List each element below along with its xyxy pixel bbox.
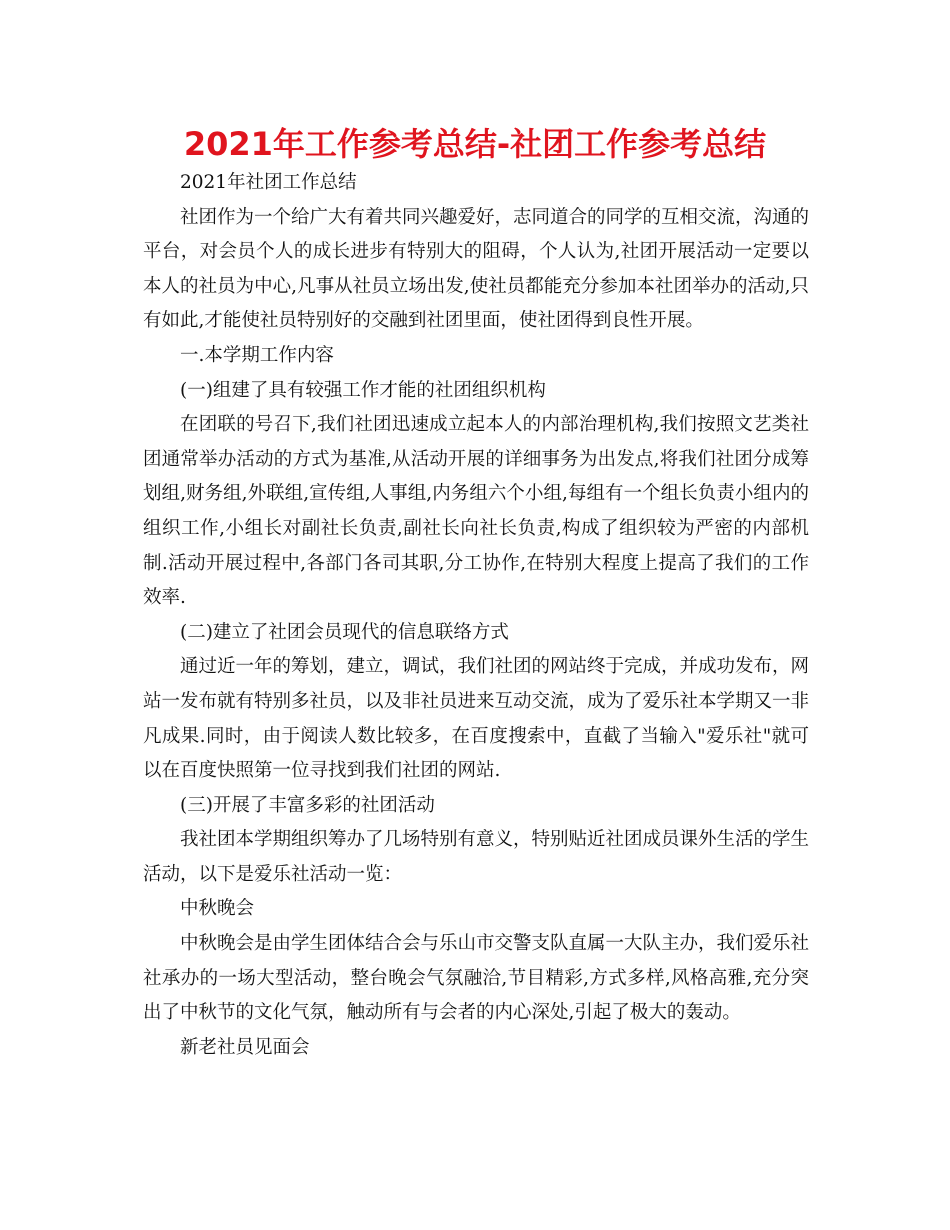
body-paragraph: 我社团本学期组织筹办了几场特别有意义，特别贴近社团成员课外生活的学生活动，以下是爱乐社活动一览： [143,829,810,885]
section-heading: 一.本学期工作内容 [180,344,334,366]
subsection-heading: (三)开展了丰富多彩的社团活动 [180,794,435,816]
intro-paragraph: 社团作为一个给广大有着共同兴趣爱好，志同道合的同学的互相交流，沟通的平台，对会员个人的成长进步有特别大的阻碍，个人认为,社团开展活动一定要以本人的社员为中心,凡事从社员立场出发,使社员都能充分参加本社团举办的活动,只有如此,才能使社员特别好的交融到社团里面，使社团得到良性开展。 [143,206,810,332]
document-title: 2021年工作参考总结-社团工作参考总结 [183,125,767,163]
activity-heading: 新老社员见面会 [180,1036,310,1058]
document-body [143,166,809,1065]
body-paragraph: 在团联的号召下,我们社团迅速成立起本人的内部治理机构,我们按照文艺类社团通常举办活动的方式为基准,从活动开展的详细事务为出发点,将我们社团分成筹划组,财务组,外联组,宣传组,人事组,内务组六个小组,每组有一个组长负责小组内的组织工作,小组长对副社长负责,副社长向社长负责,构成了组织较为严密的内部机制.活动开展过程中,各部门各司其职,分工协作,在特别大程度上提高了我们的工作效率. [143,414,809,609]
subtitle-paragraph: 2021年社团工作总结 [180,172,357,193]
subsection-heading: (一)组建了具有较强工作才能的社团组织机构 [180,379,546,401]
body-paragraph: 通过近一年的筹划，建立，调试，我们社团的网站终于完成，并成功发布，网站一发布就有特别多社员，以及非社员进来互动交流，成为了爱乐社本学期又一非凡成果.同时，由于阅读人数比较多，在百度搜索中，直截了当输入"爱乐社"就可以在百度快照第一位寻找到我们社团的网站. [143,656,810,782]
subsection-heading: (二)建立了社团会员现代的信息联络方式 [180,621,509,643]
body-paragraph: 中秋晚会是由学生团体结合会与乐山市交警支队直属一大队主办，我们爱乐社社承办的一场大型活动，整台晚会气氛融洽,节目精彩,方式多样,风格高雅,充分突出了中秋节的文化气氛，触动所有与会者的内心深处,引起了极大的轰动。 [143,933,810,1024]
activity-heading: 中秋晚会 [180,898,255,920]
